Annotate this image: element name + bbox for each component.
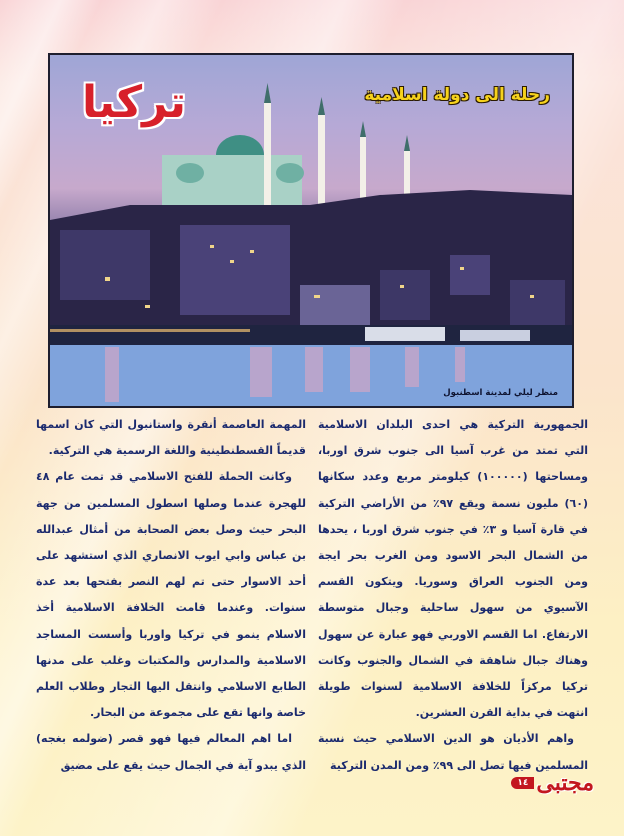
article-title: تركيا bbox=[82, 77, 186, 128]
article-column-left bbox=[36, 412, 306, 779]
building bbox=[450, 255, 490, 295]
article-column-right bbox=[318, 412, 588, 779]
building bbox=[380, 270, 430, 320]
paragraph: اما اهم المعالم فيها فهو قصر (ضولمه بغجه) الذي يبدو آية في الجمال حيث يقع على مضيق bbox=[36, 732, 306, 772]
minaret-cap bbox=[264, 83, 271, 103]
minaret bbox=[318, 115, 325, 210]
building bbox=[510, 280, 565, 325]
mosque-small-dome bbox=[176, 163, 204, 183]
mosque-small-dome bbox=[276, 163, 304, 183]
light-streak bbox=[50, 329, 250, 332]
paragraph: وكانت الحملة للفتح الاسلامي قد تمت عام ٤٨ للهجرة عندما وصلها اسطول المسلمين من جهة البحر حيث وصل بعض الصحابة من أمثال عبدالله بن عباس وابي ايوب الانصاري الذي استشهد على أحد الاسوار حتى تم لهم النصر بفتحها بعد عدة سنوات. وعندما قامت الخلافة الاسلامية أخذ الاسلام ينمو في تركيا واوربا وأسست المساجد الاسلامية والمدارس والمكتبات وغلب على مدنها الطابع الاسلامي وانتقل اليها التجار وطلاب العلم خاصة وانها تقع على مجموعة من البحار. bbox=[36, 470, 306, 720]
photo-caption: منظر ليلي لمدينة اسطنبول bbox=[443, 388, 558, 398]
paragraph: الجمهورية التركية هي احدى البلدان الاسلامية التي تمتد من غرب آسيا الى جنوب شرق اوربا، ومساحتها (١٠٠٠٠٠) كيلومتر مربع وعدد سكانها (٦٠) مليون نسمة ويقع ٩٧٪ من الأراضي التركية في قارة آسيا و ٣٪ في جنوب شرق اوربا ، يحدها من الشمال البحر الاسود ومن الغرب بحر ايجة ومن الجنوب العراق وسوريا. ويتكون القسم الآسيوي من سهول ساحلية وجبال متوسطة الارتفاع. اما القسم الاوربي فهو عبارة عن سهول وهناك جبال شاهقة في الشمال والجنوب وكانت تركيا مركزاً للخلافة الاسلامية لسنوات طويلة انتهت في بداية القرن العشرين. bbox=[318, 418, 589, 720]
magazine-name: مجتبى bbox=[536, 770, 594, 796]
magazine-logo bbox=[511, 770, 594, 796]
paragraph: المهمة العاصمة أنقرة واستانبول التي كان اسمها قديماً القسطنطينية واللغة الرسمية هي التركية. bbox=[36, 418, 306, 458]
article-subtitle: رحلة الى دولة اسلامية bbox=[364, 85, 550, 105]
minaret bbox=[264, 103, 271, 213]
building bbox=[300, 285, 370, 325]
minaret-cap bbox=[360, 121, 366, 137]
ferry-boat bbox=[365, 327, 445, 341]
building bbox=[60, 230, 150, 300]
minaret-cap bbox=[318, 97, 325, 115]
istanbul-photo bbox=[48, 53, 574, 408]
ferry-boat bbox=[460, 330, 530, 341]
minaret-cap bbox=[404, 135, 410, 151]
paragraph: واهم الأديان هو الدين الاسلامي حيث نسبة المسلمين فيها تصل الى ٩٩٪ ومن المدن التركية bbox=[318, 732, 588, 772]
building bbox=[180, 225, 290, 315]
page-number: ١٤ bbox=[511, 777, 534, 789]
